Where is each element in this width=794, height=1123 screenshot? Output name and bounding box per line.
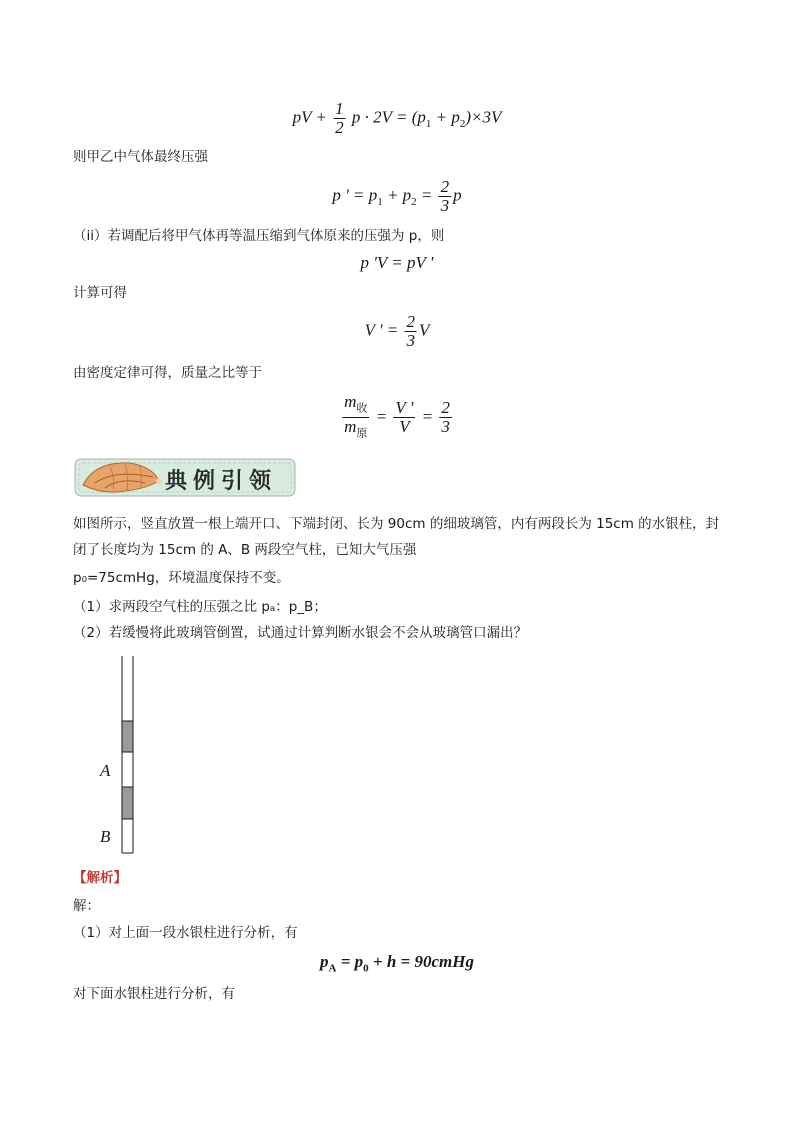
shell-icon (75, 455, 165, 500)
air-column-label-a: A (100, 761, 111, 780)
solution-step-2: 对下面水银柱进行分析，有 (73, 986, 235, 1002)
section-banner (73, 455, 297, 500)
solution-intro: 解： (73, 898, 100, 914)
problem-line-2: 闭了长度均为 15cm 的 A、B 两段空气柱，已知大气压强 (73, 542, 417, 558)
equation-mass-ratio: $\frac{m_收}{m_原}$ = $\frac{V '}{V}$ = $\frac{2}{3}$ (344, 392, 450, 440)
mercury-column-lower (122, 787, 133, 819)
question-1: （1）求两段空气柱的压强之比 pₐ：p_B； (73, 599, 327, 615)
equation-pv-sum: pV + $\frac{1}{2}$ $p \cdot 2V = (p_1 + p_2)\times 3V$ (292, 99, 502, 137)
question-2: （2）若缓慢将此玻璃管倒置，试通过计算判断水银会不会从玻璃管口漏出？ (73, 625, 528, 641)
equation-final-pressure: p ' = $p_1 + p_2$ = $\frac{2}{3}$ p (332, 177, 462, 215)
mercury-column-upper (122, 721, 133, 752)
glass-tube (95, 655, 140, 855)
glass-tube-figure (95, 655, 140, 855)
text-calculate: 计算可得 (73, 285, 127, 301)
equation-pressure-a: $p_A = p_0 + h$ = 90cmHg (320, 952, 474, 975)
text-final-pressure: 则甲乙中气体最终压强 (73, 149, 208, 165)
problem-line-3: p₀=75cmHg，环境温度保持不变。 (73, 570, 290, 586)
air-column-label-b: B (100, 827, 111, 846)
text-compression: （ii）若调配后将甲气体再等温压缩到气体原来的压强为 p，则 (73, 228, 445, 244)
solution-step-1: （1）对上面一段水银柱进行分析，有 (73, 925, 298, 941)
equation-isothermal: p 'V = pV ' (360, 253, 434, 272)
problem-line-1: 如图所示，竖直放置一根上端开口、下端封闭、长为 90cm 的细玻璃管，内有两段长为 15cm 的水银柱，封 (73, 516, 720, 532)
banner-title: 典例引领 (165, 468, 278, 494)
equation-volume: V ' = $\frac{2}{3}$ V (364, 312, 430, 350)
analysis-label: 【解析】 (73, 870, 127, 886)
text-density: 由密度定律可得，质量之比等于 (73, 365, 262, 381)
